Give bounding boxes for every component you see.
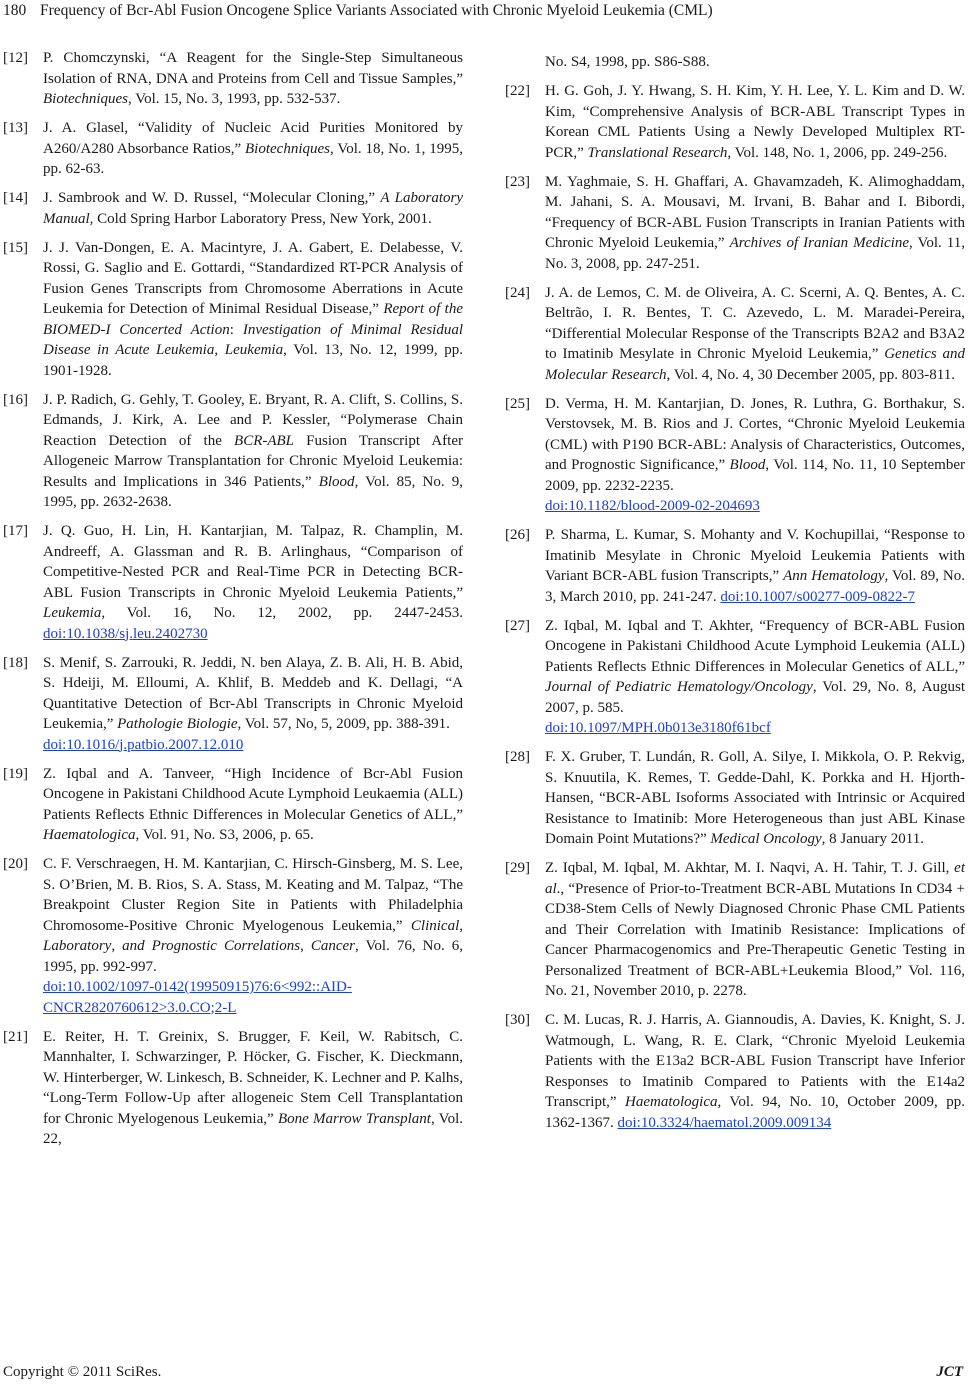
page-footer [3,1362,965,1382]
reference-text: C. F. Verschraegen, H. M. Kantarjian, C. Hirsch-Ginsberg, M. S. Lee, S. O’Brien, M. B. Rios, S. A. Stass, M. Keating and M. Talpaz, “The Breakpoint Cluster Region Site in Patients with Philadelphia Chromosome-Positive Chronic Myelogenous Leukemia,” Clinical, Laboratory, and Prognostic Correlations, Cancer, Vol. 76, No. 6, 1995, pp. 992-997. doi:10.1002/1097-0142(19950915)76:6<992::AID-CNCR2820760612>3.0.CO;2-L [43,856,464,1016]
reference-text: J. P. Radich, G. Gehly, T. Gooley, E. Bryant, R. A. Clift, S. Collins, S. Edmands, J. Kirk, A. Lee and P. Kessler, “Polymerase Chain Reaction Detection of the BCR-ABL Fusion Transcript After Allogeneic Marrow Transplantation for Chronic Myeloid Leukemia: Results and Implications in 346 Patients,” Blood, Vol. 85, No. 9, 1995, pp. 2632-2638. [43,391,463,510]
reference-number: [17] [3,523,28,539]
reference-number: [21] [3,1028,28,1045]
reference-number: [23] [505,173,530,190]
reference-text: M. Yaghmaie, S. H. Ghaffari, A. Ghavamzadeh, K. Alimoghaddam, M. Jahani, S. A. Mousavi, M. Irvani, B. Bahar and I. Bibordi, “Frequency of BCR-ABL Fusion Transcripts in Iranian Patients with Chronic Myeloid Leukemia,” Archives of Iranian Medicine, Vol. 11, No. 3, 2008, pp. 247-251. [545,173,965,272]
doi-link[interactable]: doi:10.1007/s00277-009-0822-7 [720,588,915,605]
reference-text: C. M. Lucas, R. J. Harris, A. Giannoudis, A. Davies, K. Knight, S. J. Watmough, L. Wang, R. E. Clark, “Chronic Myeloid Leukemia Patients with the E13a2 BCR-ABL Fusion Transcript have Inferior Responses to Imatinib Compared to Patients with the E14a2 Transcript,” Haematologica, Vol. 94, No. 10, October 2009, pp. 1362-1367. doi:10.3324/haematol.2009.009134 [545,1012,965,1131]
reference-number: [19] [3,765,28,782]
reference-number: [12] [3,50,28,66]
doi-link[interactable]: doi:10.1002/1097-0142(19950915)76:6<992::AID-CNCR2820760612>3.0.CO;2-L [43,979,352,1016]
reference-text: J. A. Glasel, “Validity of Nucleic Acid Purities Monitored by A260/A280 Absorbance Ratios,” Biotechniques, Vol. 18, No. 1, 1995, pp. 62-63. [43,120,463,177]
reference-entry [3,854,463,1018]
reference-text: S. Menif, S. Zarrouki, R. Jeddi, N. ben Alaya, Z. B. Ali, H. B. Abid, S. Hdeiji, M. Elloumi, A. Khlif, B. Meddeb and K. Dellagi, “A Quantitative Detection of Bcr-Abl Transcripts in Chronic Myeloid Leukemia,” Pathologie Biologie, Vol. 57, No, 5, 2009, pp. 388-391. doi:10.1016/j.patbio.2007.12.010 [43,654,463,753]
reference-entry [505,283,965,386]
reference-text: D. Verma, H. M. Kantarjian, D. Jones, R. Luthra, G. Borthakur, S. Verstovsek, M. B. Rios and J. Cortes, “Chronic Myeloid Leukemia (CML) with P190 BCR-ABL: Analysis of Characteristics, Outcomes, and Prognostic Significance,” Blood, Vol. 114, No. 11, 10 September 2009, pp. 2232-2235. doi:10.1182/blood-2009-02-204693 [545,395,965,514]
journal-abbreviation: JCT [936,1364,963,1380]
reference-entry [3,764,463,846]
reference-column-right [505,52,965,1142]
reference-entry [3,390,463,513]
doi-link[interactable]: doi:10.3324/haematol.2009.009134 [617,1114,832,1131]
reference-column-left [3,48,463,1158]
reference-number: [15] [3,239,28,256]
copyright-notice: Copyright © 2011 SciRes. [3,1364,162,1380]
page-number: 180 [3,2,27,19]
reference-entry [3,653,463,756]
reference-entry [505,858,965,1002]
reference-text: J. J. Van-Dongen, E. A. Macintyre, J. A. Gabert, E. Delabesse, V. Rossi, G. Saglio and E. Gottardi, “Standardized RT-PCR Analysis of Fusion Genes Transcripts from Chromosome Aberrations in Acute Leukemia for Detection of Minimal Residual Disease,” Report of the BIOMED-I Concerted Action: Investigation of Minimal Residual Disease in Acute Leukemia, Leukemia, Vol. 13, No. 12, 1999, pp. 1901-1928. [43,239,464,379]
reference-text: Z. Iqbal and A. Tanveer, “High Incidence of Bcr-Abl Fusion Oncogene in Pakistani Childhood Acute Lymphoid Leukaemia (ALL) Patients Reflects Ethnic Differences in Molecular Genetics of ALL,” Haematologica, Vol. 91, No. S3, 2006, p. 65. [43,765,463,843]
reference-number: [14] [3,190,28,206]
reference-entry [505,172,965,275]
reference-text: P. Sharma, L. Kumar, S. Mohanty and V. Kochupillai, “Response to Imatinib Mesylate in Chronic Myeloid Leukemia Patients with Variant BCR-ABL fusion Transcripts,” Ann Hematology, Vol. 89, No. 3, March 2010, pp. 241-247. doi:10.1007/s00277-009-0822-7 [545,527,965,605]
reference-number: [27] [505,617,530,634]
reference-entry [505,394,965,517]
reference-entry [505,616,965,739]
reference-number: [25] [505,395,530,412]
running-header [3,0,965,22]
reference-entry [505,81,965,163]
reference-entry [505,525,965,607]
reference-number: [24] [505,284,530,301]
reference-number: [28] [505,749,530,765]
reference-text: J. A. de Lemos, C. M. de Oliveira, A. C. Scerni, A. Q. Bentes, A. C. Beltrão, I. R. Bentes, T. C. Azevedo, L. M. Maradei-Pereira, “Differential Molecular Response of the Transcripts B2A2 and B3A2 to Imatinib Mesylate in Chronic Myeloid Leukemia,” Genetics and Molecular Research, Vol. 4, No. 4, 30 December 2005, pp. 803-811. [545,284,965,383]
doi-link[interactable]: doi:10.1016/j.patbio.2007.12.010 [43,736,244,753]
reference-number: [13] [3,120,28,136]
reference-number: [22] [505,83,530,99]
reference-entry [505,1010,965,1133]
reference-text: F. X. Gruber, T. Lundán, R. Goll, A. Silye, I. Mikkola, O. P. Rekvig, S. Knuutila, K. Remes, T. Gedde-Dahl, K. Porkka and H. Hjorth-Hansen, “BCR-ABL Isoforms Associated with Intrinsic or Acquired Resistance to Imatinib: More Heterogeneous than just ABL Kinase Domain Point Mutations?” Medical Oncology, 8 January 2011. [545,749,965,847]
reference-entry [3,188,463,229]
reference-entry [3,521,463,644]
reference-continuation: No. S4, 1998, pp. S86-S88. [545,54,710,70]
reference-number: [26] [505,527,530,543]
doi-link[interactable]: doi:10.1097/MPH.0b013e3180f61bcf [545,720,771,736]
reference-number: [18] [3,654,28,671]
reference-entry [3,1027,463,1150]
reference-entry [3,48,463,110]
reference-text: Z. Iqbal, M. Iqbal and T. Akhter, “Frequency of BCR-ABL Fusion Oncogene in Pakistani Childhood Acute Lymphoid Leukemia (ALL) Patients Reflects Ethnic Differences in Molecular Genetics of ALL,” Journal of Pediatric Hematology/Oncology, Vol. 29, No. 8, August 2007, p. 585. doi:10.1097/MPH.0b013e3180f61bcf [545,617,966,736]
reference-text: E. Reiter, H. T. Greinix, S. Brugger, F. Keil, W. Rabitsch, C. Mannhalter, I. Schwarzinger, P. Höcker, G. Fischer, K. Dieckmann, W. Hinterberger, W. Linkesch, B. Schneider, K. Lechner and P. Kalhs, “Long-Term Follow-Up after allogeneic Stem Cell Transplantation for Chronic Myelogenous Leukemia,” Bone Marrow Transplant, Vol. 22, [43,1028,464,1147]
reference-entry [3,238,463,382]
doi-link[interactable]: doi:10.1182/blood-2009-02-204693 [545,498,760,514]
reference-text: J. Q. Guo, H. Lin, H. Kantarjian, M. Talpaz, R. Champlin, M. Andreeff, A. Glassman and R. B. Arlinghaus, “Comparison of Competitive-Nested PCR and Real-Time PCR in Detecting BCR-ABL Fusion Transcripts in Chronic Myeloid Leukemia Patients,” Leukemia, Vol. 16, No. 12, 2002, pp. 2447-2453. doi:10.1038/sj.leu.2402730 [43,523,463,642]
running-title: Frequency of Bcr-Abl Fusion Oncogene Splice Variants Associated with Chronic Myeloid Leukemia (CML) [40,2,713,19]
reference-text: P. Chomczynski, “A Reagent for the Single-Step Simultaneous Isolation of RNA, DNA and Proteins from Cell and Tissue Samples,” Biotechniques, Vol. 15, No. 3, 1993, pp. 532-537. [43,50,463,107]
reference-number: [20] [3,856,28,872]
reference-entry [3,118,463,180]
reference-number: [16] [3,391,28,408]
reference-number: [29] [505,860,530,876]
reference-number: [30] [505,1012,530,1028]
reference-text: Z. Iqbal, M. Iqbal, M. Akhtar, M. I. Naqvi, A. H. Tahir, T. J. Gill, et al., “Presence of Prior-to-Treatment BCR-ABL Mutations In CD34 + CD38-Stem Cells of Newly Diagnosed Chronic Phase CML Patients and Their Correlation with Imatinib Resistance: Implications of Cancer Pharmacogenomics and Pre-Therapeutic Genetic Testing in Personalized Treatment of BCR-ABL+Leukemia Blood,” Vol. 116, No. 21, November 2010, p. 2278. [545,860,965,999]
reference-entry [505,747,965,850]
reference-text: J. Sambrook and W. D. Russel, “Molecular Cloning,” A Laboratory Manual, Cold Spring Harbor Laboratory Press, New York, 2001. [43,190,463,227]
reference-text: H. G. Goh, J. Y. Hwang, S. H. Kim, Y. H. Lee, Y. L. Kim and D. W. Kim, “Comprehensive Analysis of BCR-ABL Transcript Types in Korean CML Patients Using a Newly Developed Multiplex RT-PCR,” Translational Research, Vol. 148, No. 1, 2006, pp. 249-256. [545,83,965,161]
doi-link[interactable]: doi:10.1038/sj.leu.2402730 [43,625,208,642]
